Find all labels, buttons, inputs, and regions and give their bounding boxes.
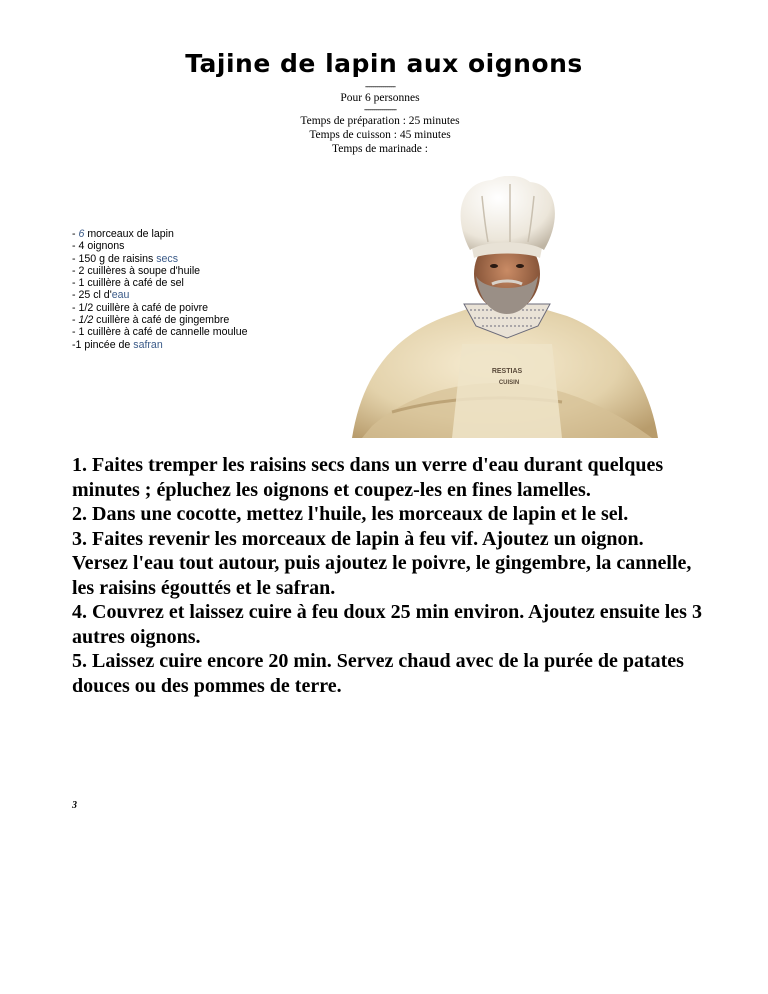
cook-time: Temps de cuisson : 45 minutes — [309, 129, 451, 141]
servings: Pour 6 personnes — [340, 92, 420, 104]
separator: --------------- — [365, 81, 395, 91]
page-title: Tajine de lapin aux oignons — [185, 49, 583, 78]
step-1: 1. Faites tremper les raisins secs dans un verre d'eau durant quelques minutes ; épluchez les oignons et coupez-les en fines lamelles. — [72, 454, 664, 501]
ingredient-item: - 6 morceaux de lapin — [72, 228, 174, 240]
ingredient-item: - 1/2 cuillère à café de poivre — [72, 301, 209, 314]
ingredient-item: - 1/2 cuillère à café de gingembre — [72, 314, 230, 327]
step-4: 4. Couvrez et laissez cuire à feu doux 25 min environ. Ajoutez ensuite les 3 autres oignons. — [72, 601, 702, 648]
apron-text: RESTIAS — [491, 368, 523, 375]
chef-hat — [461, 176, 555, 250]
step-5: 5. Laissez cuire encore 20 min. Servez chaud avec de la purée de patates douces ou des pommes de terre. — [72, 650, 684, 697]
marinade-time: Temps de marinade : — [332, 143, 428, 155]
ingredient-list — [72, 228, 248, 351]
ingredient-item: -1 pincée de safran — [72, 338, 163, 351]
ingredient-item: - 2 cuillères à soupe d'huile — [72, 264, 201, 277]
ingredient-item: - 25 cl d'eau — [72, 289, 130, 302]
ingredient-item: - 1 cuillère à café de sel — [72, 277, 184, 290]
recipe-steps — [72, 453, 702, 698]
chef-illustration — [352, 176, 660, 438]
chef-apron — [452, 344, 562, 438]
step-2: 2. Dans une cocotte, mettez l'huile, les morceaux de lapin et le sel. — [72, 503, 629, 525]
ingredient-item: - 150 g de raisins secs — [72, 252, 179, 265]
separator: ---------------- — [364, 104, 396, 114]
page-number: 3 — [72, 800, 77, 811]
ingredient-item: - 4 oignons — [72, 240, 125, 253]
ingredient-item: - 1 cuillère à café de cannelle moulue — [72, 326, 248, 339]
step-3: 3. Faites revenir les morceaux de lapin à feu vif. Ajoutez un oignon. Versez l'eau tout autour, puis ajoutez le poivre, le gingembre, la cannelle, les raisins égouttés et le safran. — [72, 527, 692, 599]
prep-time: Temps de préparation : 25 minutes — [300, 115, 460, 127]
apron-text: CUISIN — [498, 380, 520, 386]
recipe-meta — [230, 82, 530, 156]
